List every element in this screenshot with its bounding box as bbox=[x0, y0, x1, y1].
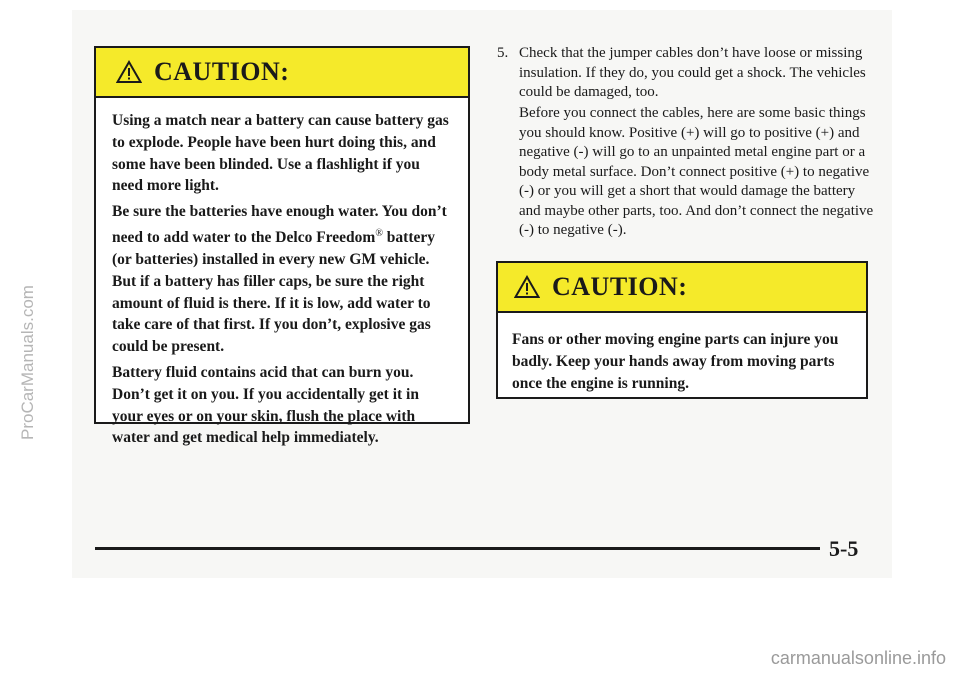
caution-header bbox=[498, 263, 866, 313]
bottom-watermark: carmanualsonline.info bbox=[770, 648, 946, 668]
step-text: Check that the jumper cables don’t have loose or missing insulation. If they do, you could get a shock. The vehicles could be damaged, too. bbox=[519, 45, 866, 100]
caution-paragraph: Using a match near a battery can cause battery gas to explode. People have been hurt doing this, and some have been blinded. Use a flashlight if you need more light. bbox=[112, 112, 449, 195]
registered-trademark: ® bbox=[375, 227, 383, 239]
warning-triangle-icon bbox=[116, 60, 142, 84]
side-watermark: ProCarManuals.com bbox=[18, 285, 37, 440]
step-5 bbox=[497, 44, 877, 103]
caution-paragraph: Fans or other moving engine parts can injure you badly. Keep your hands away from moving parts once the engine is running. bbox=[512, 331, 839, 392]
caution-title: CAUTION: bbox=[154, 57, 290, 86]
caution-body bbox=[498, 313, 866, 394]
page-number: 5-5 bbox=[829, 536, 859, 561]
caution-title: CAUTION: bbox=[552, 272, 688, 301]
caution-paragraph: Battery fluid contains acid that can burn you. Don’t get it on you. If you accidentally get it in your eyes or on your skin, flush the place with water and get medical help immediately. bbox=[112, 363, 419, 447]
caution-body bbox=[96, 98, 468, 449]
step-number: 5. bbox=[497, 45, 509, 61]
caution-paragraph bbox=[112, 201, 452, 358]
instruction-paragraph: Before you connect the cables, here are some basic things you should know. Positive (+) will go to positive (+) and negative (-) will go to an unpainted metal engine part or a body metal surface. Don’t connect positive (+) to negative (-) or you will get a short that would damage the battery and maybe other parts, too. And don’t connect the negative (-) to negative (-). bbox=[519, 105, 874, 238]
warning-triangle-icon bbox=[514, 275, 540, 299]
caution-box-battery bbox=[94, 46, 470, 447]
caution-box-fans bbox=[496, 261, 868, 399]
caution-header bbox=[96, 48, 468, 98]
caution-paragraph-text: Be sure the batteries have enough water. You don’t need to add water to the Delco Freedom bbox=[112, 203, 447, 247]
caution-paragraph-text: battery (or batteries) installed in every new GM vehicle. But if a battery has filler caps, be sure the right amount of fluid is there. If it is low, add water to take care of that first. If you don’t, explosive gas could be present. bbox=[112, 229, 435, 356]
footer-rule bbox=[95, 547, 820, 550]
